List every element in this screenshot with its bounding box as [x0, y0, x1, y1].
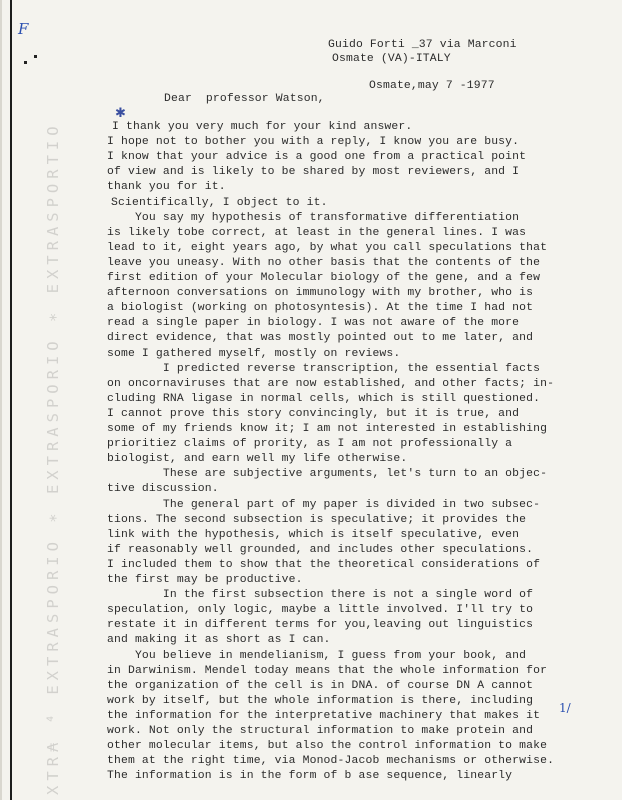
body-line: if reasonably well grounded, and includes other speculations.	[107, 543, 534, 556]
body-line: the first may be productive.	[107, 574, 303, 586]
body-line: read a single paper in biology. I was not aware of the more	[107, 317, 520, 330]
body-line: In the first subsection there is not a single word of	[107, 589, 534, 602]
body-line: You believe in mendelianism, I guess from your book, and	[107, 649, 527, 662]
body-line: You say my hypothesis of transformative differentiation	[107, 211, 520, 224]
body-line: I hope not to bother you with a reply, I know you are busy.	[107, 136, 520, 149]
body-line: on oncornaviruses that are now established, and other facts; in-	[107, 377, 555, 390]
body-line: The information is in the form of b ase sequence, linearly	[107, 770, 513, 783]
body-line: biologist, and earn well my life otherwise.	[107, 453, 408, 466]
body-line: I know that your advice is a good one from a practical point	[107, 151, 527, 164]
margin-dot	[34, 55, 37, 58]
body-line: in Darwinism. Mendel today means that the whole information for	[107, 664, 548, 677]
body-line: other molecular items, but also the control information to make	[107, 740, 548, 753]
body-line: I predicted reverse transcription, the essential facts	[107, 362, 541, 375]
body-line: of view and is likely to be shared by most reviewers, and I	[107, 166, 520, 179]
body-line: some I gathered myself, mostly on reviews.	[107, 347, 401, 360]
margin-dot	[24, 61, 27, 64]
body-line: I thank you very much for your kind answer.	[112, 121, 413, 133]
body-line: first edition of your Molecular biology of the gene, and a few	[107, 272, 541, 284]
body-line: is likely tobe correct, at least in the general lines. I was	[107, 226, 527, 239]
body-line: some of my friends know it; I am not interested in establishing	[107, 423, 548, 435]
page-mark: 1/	[559, 701, 571, 715]
body-line: lead to it, eight years ago, by what you call speculations that	[107, 241, 548, 254]
body-line: prioritiez claims of prority, as I am not professionally a	[107, 438, 513, 451]
margin-initial: F	[18, 20, 29, 38]
body-line: cluding RNA ligase in normal cells, which is still questioned.	[107, 392, 541, 405]
salutation: Dear professor Watson,	[164, 93, 325, 105]
body-line: afternoon conversations on immunology with my brother, who is	[107, 287, 534, 300]
sender-name-line: Guido Forti _37 via Marconi	[328, 39, 517, 51]
body-line: the organization of the cell is in DNA. of course DN A cannot	[107, 679, 534, 692]
body-line: I cannot prove this story convincingly, but it is true, and	[107, 407, 520, 420]
body-line: thank you for it.	[107, 181, 226, 194]
body-line: link with the hypothesis, which is itself speculative, even	[107, 528, 520, 541]
body-line: tive discussion.	[107, 483, 219, 496]
scan-edge-strip	[10, 0, 12, 800]
body-line: The general part of my paper is divided in two subsec-	[107, 498, 541, 511]
body-line: I included them to show that the theoretical considerations of	[107, 558, 541, 571]
body-line: leave you uneasy. With no other basis that the contents of the	[107, 256, 541, 269]
body-line: and making it as short as I can.	[107, 634, 331, 647]
body-line: tions. The second subsection is speculative; it provides the	[107, 513, 527, 526]
body-line: direct evidence, that was mostly pointed out to me later, and	[107, 332, 534, 345]
body-line: speculation, only logic, maybe a little involved. I'll try to	[107, 604, 534, 617]
body-line: a biologist (working on photosyntesis). At the time I had not	[107, 302, 534, 315]
body-line: work. Not only the structural information to make protein and	[107, 725, 534, 737]
scribble-mark: ✱	[115, 106, 126, 121]
body-line: them at the right time, via Monod-Jacob mechanisms or otherwise.	[107, 755, 555, 768]
body-line: work by itself, but the whole information is there, including	[107, 694, 534, 707]
body-line: restate it in different terms for you,leaving out linguistics	[107, 619, 534, 632]
date-line: Osmate,may 7 -1977	[369, 80, 495, 92]
sender-city-line: Osmate (VA)-ITALY	[332, 53, 451, 65]
bleed-through-stamp: XTR₳ ⁴ EXTRASPORIO ∗ EXTRASPORIO ∗ EXTRASPORTIO	[44, 121, 62, 795]
body-line: Scientifically, I object to it.	[111, 196, 328, 209]
body-line: These are subjective arguments, let's turn to an objec-	[107, 468, 548, 481]
body-line: the information for the interpretative machinery that makes it	[107, 709, 541, 722]
